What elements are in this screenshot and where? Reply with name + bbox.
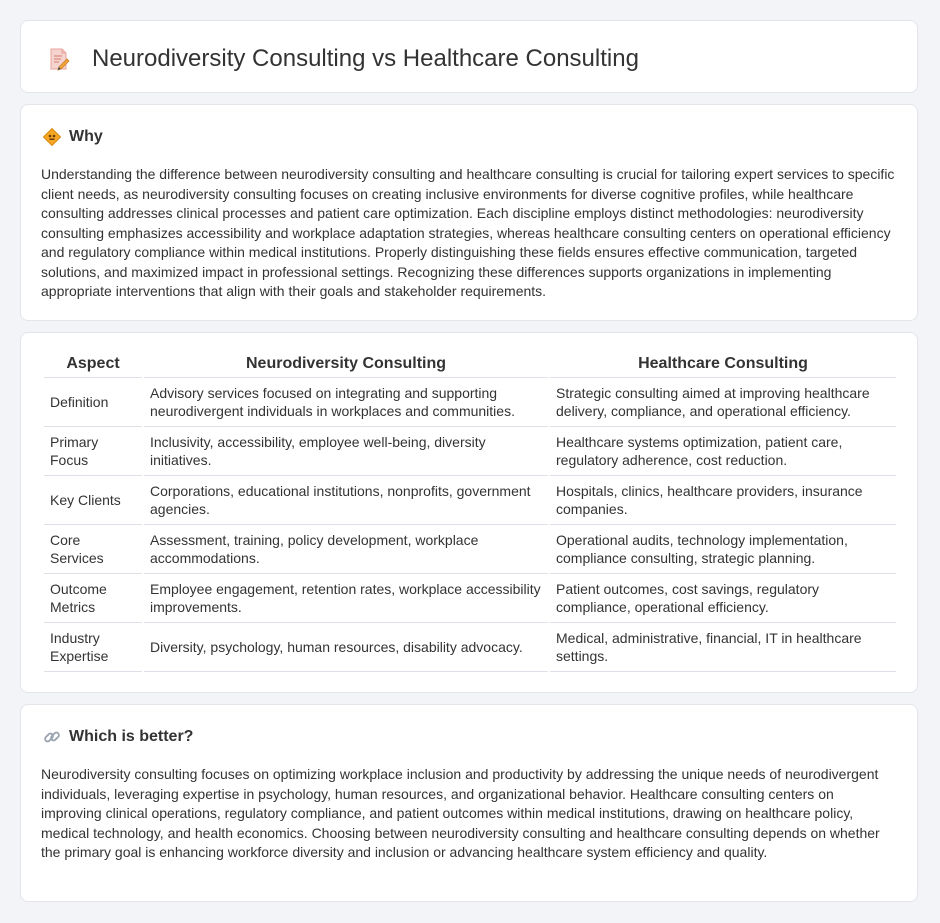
better-heading: Which is better? (69, 728, 194, 745)
document-pencil-icon (48, 47, 70, 71)
aspect-cell: Primary Focus (44, 427, 142, 476)
aspect-cell: Outcome Metrics (44, 574, 142, 623)
health-cell: Patient outcomes, cost savings, regulatory compliance, operational efficiency. (550, 574, 896, 623)
better-heading-row (43, 725, 193, 749)
neuro-cell: Diversity, psychology, human resources, disability advocacy. (144, 623, 548, 672)
health-cell: Medical, administrative, financial, IT in healthcare settings. (550, 623, 896, 672)
table-row (44, 574, 896, 623)
table-row (44, 525, 896, 574)
health-cell: Healthcare systems optimization, patient care, regulatory adherence, cost reduction. (550, 427, 896, 476)
header-aspect: Aspect (44, 351, 142, 378)
health-cell: Operational audits, technology implementation, compliance consulting, strategic planning. (550, 525, 896, 574)
better-text: Neurodiversity consulting focuses on optimizing workplace inclusion and productivity by addressing the unique needs of neurodivergent individuals, leveraging expertise in psychology, human resources, and organizational behavior. Healthcare consulting centers on improving clinical operations, regulatory compliance, and patient outcomes within medical institutions, drawing on healthcare policy, medical technology, and health economics. Choosing between neurodiversity consulting and healthcare consulting depends on whether the primary goal is enhancing workforce diversity and inclusion or advancing healthcare system efficiency and quality. (41, 766, 880, 860)
table-row (44, 378, 896, 427)
comparison-card (20, 332, 918, 693)
page-title: Neurodiversity Consulting vs Healthcare Consulting (92, 45, 639, 72)
why-heading-row (43, 125, 103, 149)
diamond-sign-icon (43, 128, 61, 146)
why-heading: Why (69, 128, 103, 145)
neuro-cell: Advisory services focused on integrating and supporting neurodivergent individuals in workplaces and communities. (144, 378, 548, 427)
table-row (44, 476, 896, 525)
neuro-cell: Inclusivity, accessibility, employee well-being, diversity initiatives. (144, 427, 548, 476)
aspect-cell: Definition (44, 378, 142, 427)
health-cell: Strategic consulting aimed at improving healthcare delivery, compliance, and operational efficiency. (550, 378, 896, 427)
which-better-section (20, 704, 918, 902)
neuro-cell: Assessment, training, policy development, workplace accommodations. (144, 525, 548, 574)
health-cell: Hospitals, clinics, healthcare providers, insurance companies. (550, 476, 896, 525)
table-row (44, 427, 896, 476)
aspect-cell: Industry Expertise (44, 623, 142, 672)
why-section (20, 104, 918, 321)
link-icon (43, 728, 61, 746)
why-text: Understanding the difference between neurodiversity consulting and healthcare consulting is crucial for tailoring expert services to specific client needs, as neurodiversity consulting focuses on creating inclusive environments for diverse cognitive profiles, while healthcare consulting addresses clinical processes and patient care optimization. Each discipline employs distinct methodologies: neurodiversity consulting emphasizes accessibility and workplace adaptation strategies, whereas healthcare consulting centers on operational efficiency and regulatory compliance within medical institutions. Properly distinguishing these fields ensures effective communication, targeted solutions, and maximized impact in professional settings. Recognizing these differences supports organizations in implementing appropriate interventions that align with their goals and stakeholder requirements. (41, 166, 895, 299)
comparison-table (42, 351, 898, 672)
aspect-cell: Core Services (44, 525, 142, 574)
neuro-cell: Corporations, educational institutions, nonprofits, government agencies. (144, 476, 548, 525)
aspect-cell: Key Clients (44, 476, 142, 525)
header-card (20, 20, 918, 93)
header-healthcare: Healthcare Consulting (550, 351, 896, 378)
table-header-row (44, 351, 896, 378)
header-neurodiversity: Neurodiversity Consulting (144, 351, 548, 378)
table-row (44, 623, 896, 672)
neuro-cell: Employee engagement, retention rates, workplace accessibility improvements. (144, 574, 548, 623)
